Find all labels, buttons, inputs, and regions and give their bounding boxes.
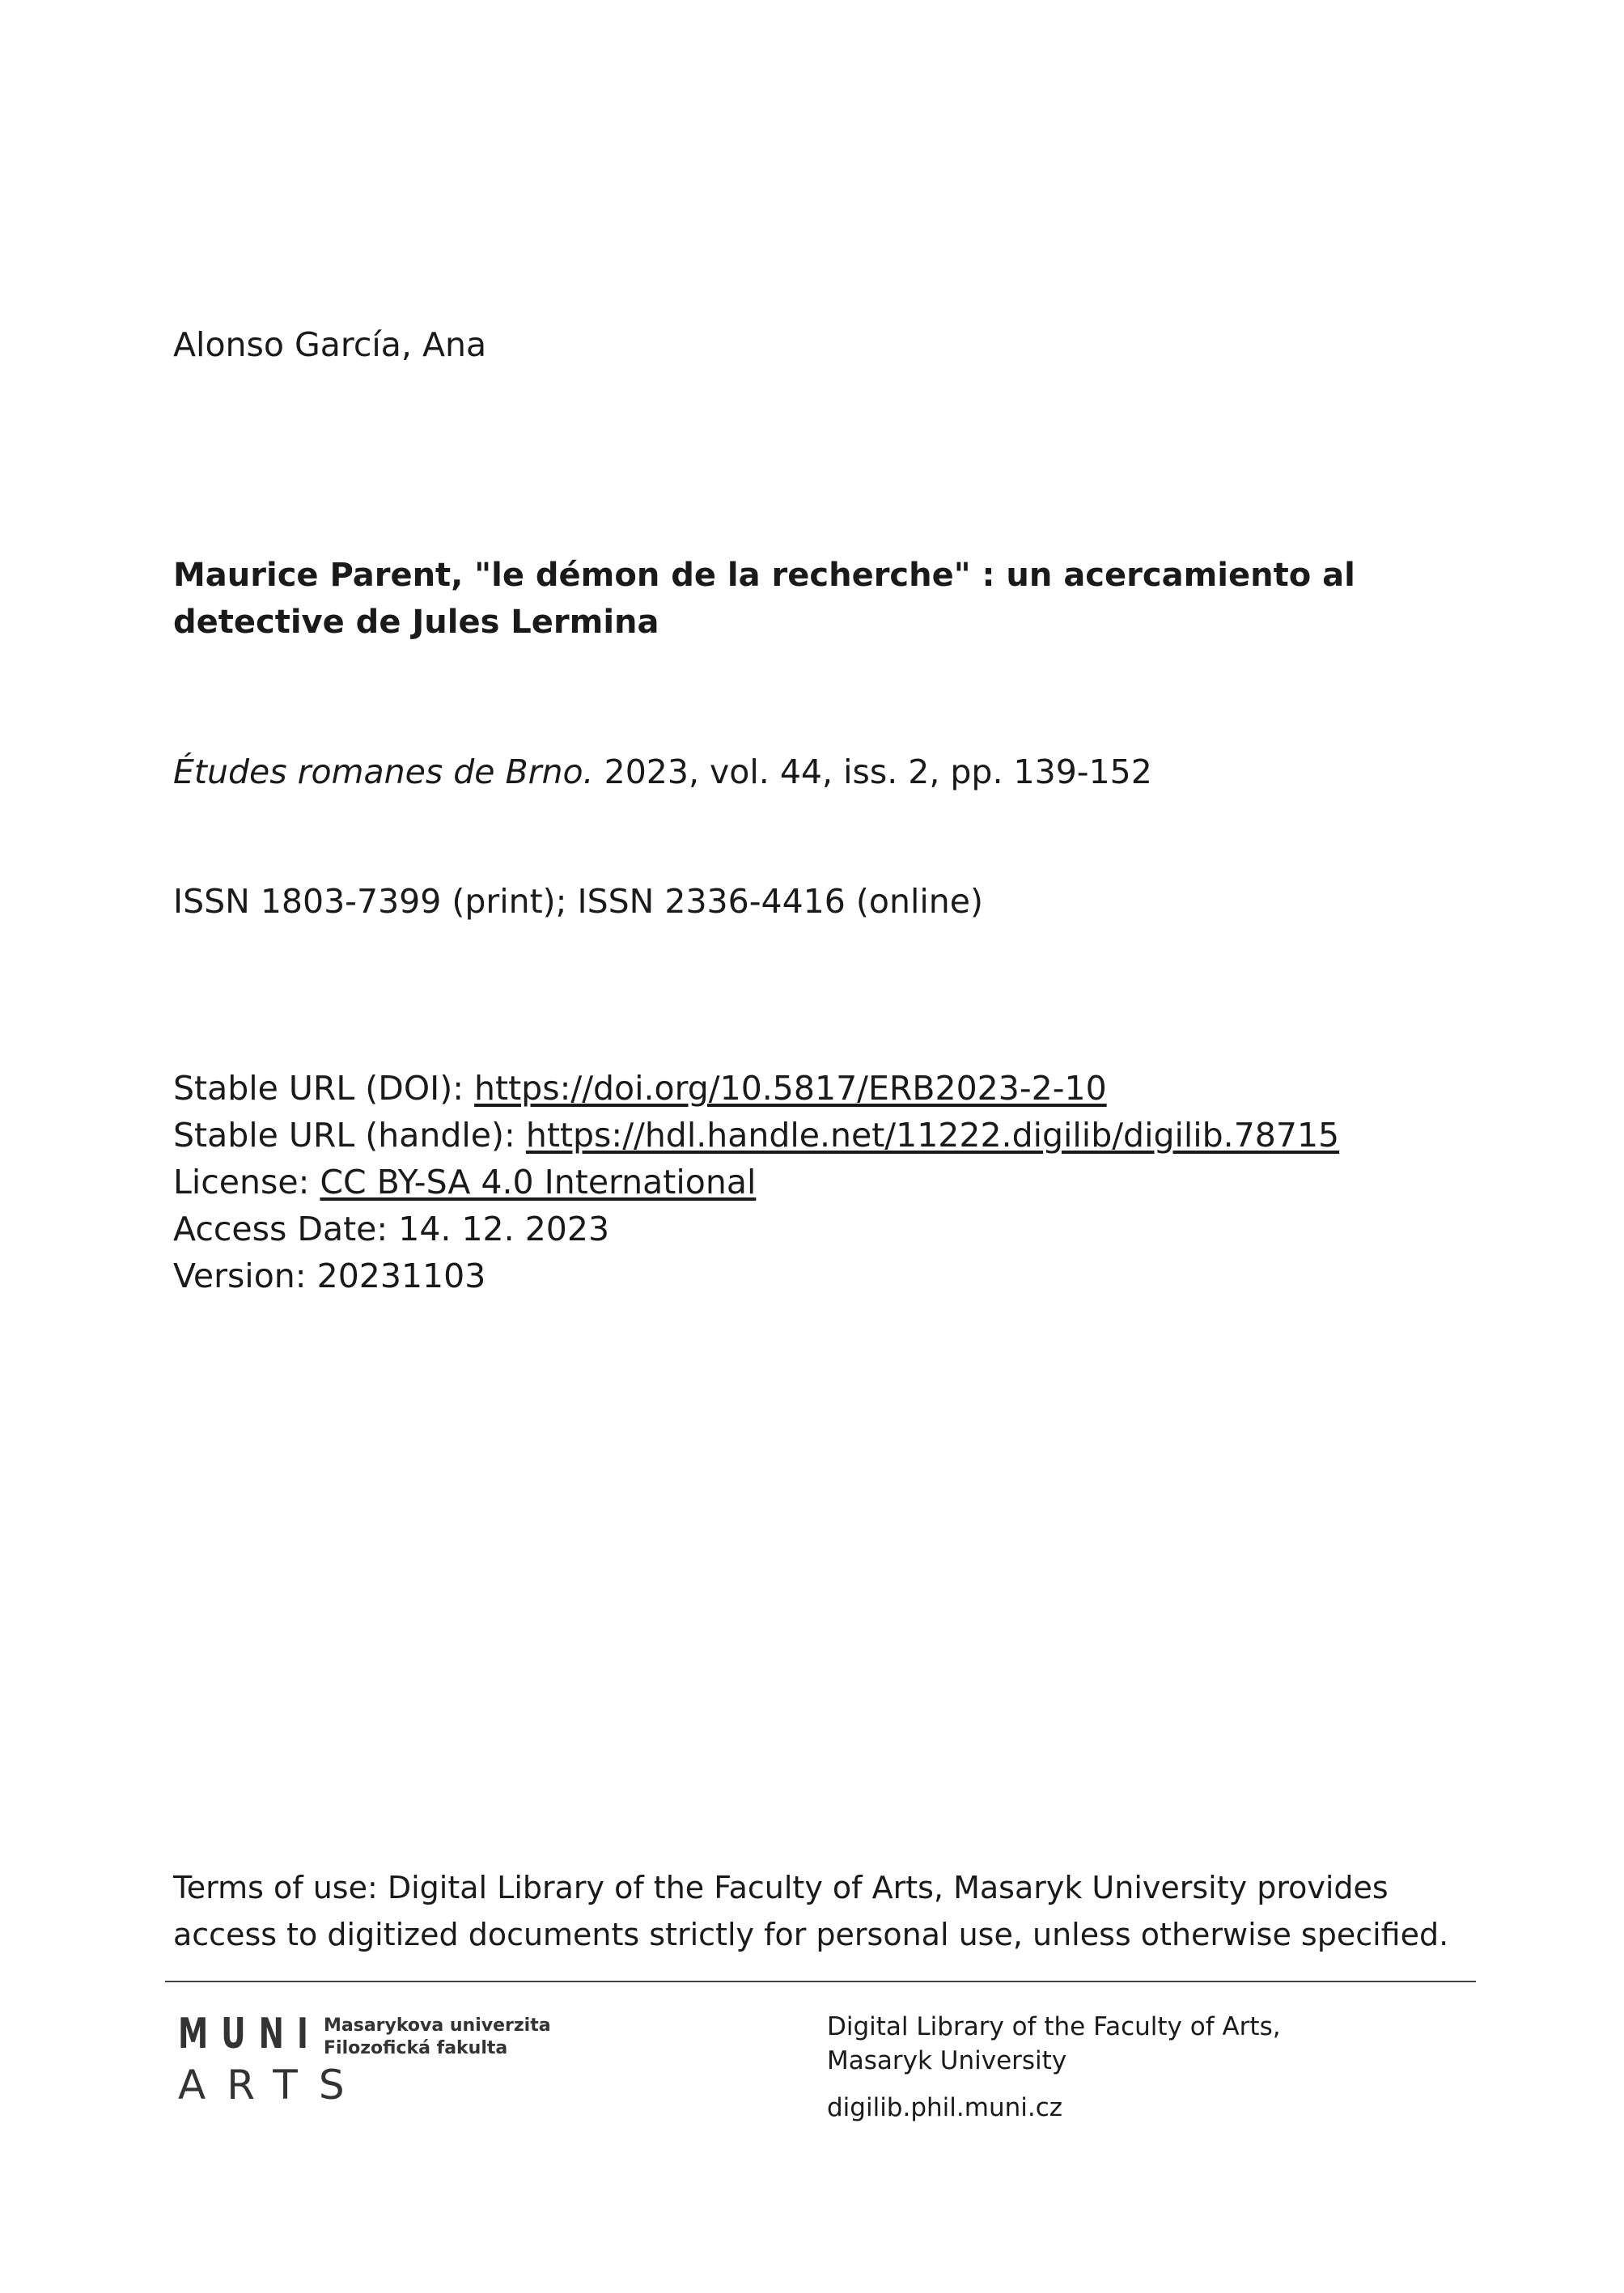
access-date: Access Date: 14. 12. 2023	[173, 1210, 610, 1248]
metadata-block	[173, 1065, 1339, 1299]
terms-of-use: Terms of use: Digital Library of the Faculty of Arts, Masaryk University provides access to digitized documents strictly for personal use, unless otherwise specified.	[173, 1870, 1449, 1952]
university-line: Masarykova univerzita	[324, 2015, 551, 2036]
handle-row	[173, 1112, 1339, 1159]
citation	[173, 752, 1152, 791]
footer-line-2: Masaryk University	[827, 2046, 1067, 2075]
license-label: License:	[173, 1163, 320, 1202]
handle-link[interactable]: https://hdl.handle.net/11222.digilib/digilib.78715	[525, 1116, 1340, 1155]
arts-logo-text: ARTS	[178, 2062, 366, 2109]
footer-divider	[165, 1981, 1476, 1982]
journal-name: Études romanes de Brno.	[173, 752, 594, 791]
doi-row	[173, 1065, 1339, 1112]
doi-label: Stable URL (DOI):	[173, 1069, 475, 1108]
footer-library-info	[827, 2010, 1281, 2125]
issn: ISSN 1803-7399 (print); ISSN 2336-4416 (online)	[173, 882, 983, 921]
license-row	[173, 1159, 1339, 1206]
university-name	[324, 2015, 551, 2060]
doi-link[interactable]: https://doi.org/10.5817/ERB2023-2-10	[474, 1069, 1107, 1108]
license-link[interactable]: CC BY-SA 4.0 International	[320, 1163, 757, 1202]
citation-details: 2023, vol. 44, iss. 2, pp. 139-152	[593, 752, 1152, 791]
footer-website[interactable]: digilib.phil.muni.cz	[827, 2093, 1063, 2122]
footer-line-1: Digital Library of the Faculty of Arts,	[827, 2012, 1281, 2041]
author-name: Alonso García, Ana	[173, 325, 487, 364]
handle-label: Stable URL (handle):	[173, 1116, 526, 1155]
faculty-line: Filozofická fakulta	[324, 2038, 508, 2058]
version: Version: 20231103	[173, 1257, 486, 1295]
article-title: Maurice Parent, "le démon de la recherche" : un acercamiento al detective de Jules Lermina	[173, 557, 1355, 641]
muni-logo-text: MUNI	[178, 2010, 321, 2058]
